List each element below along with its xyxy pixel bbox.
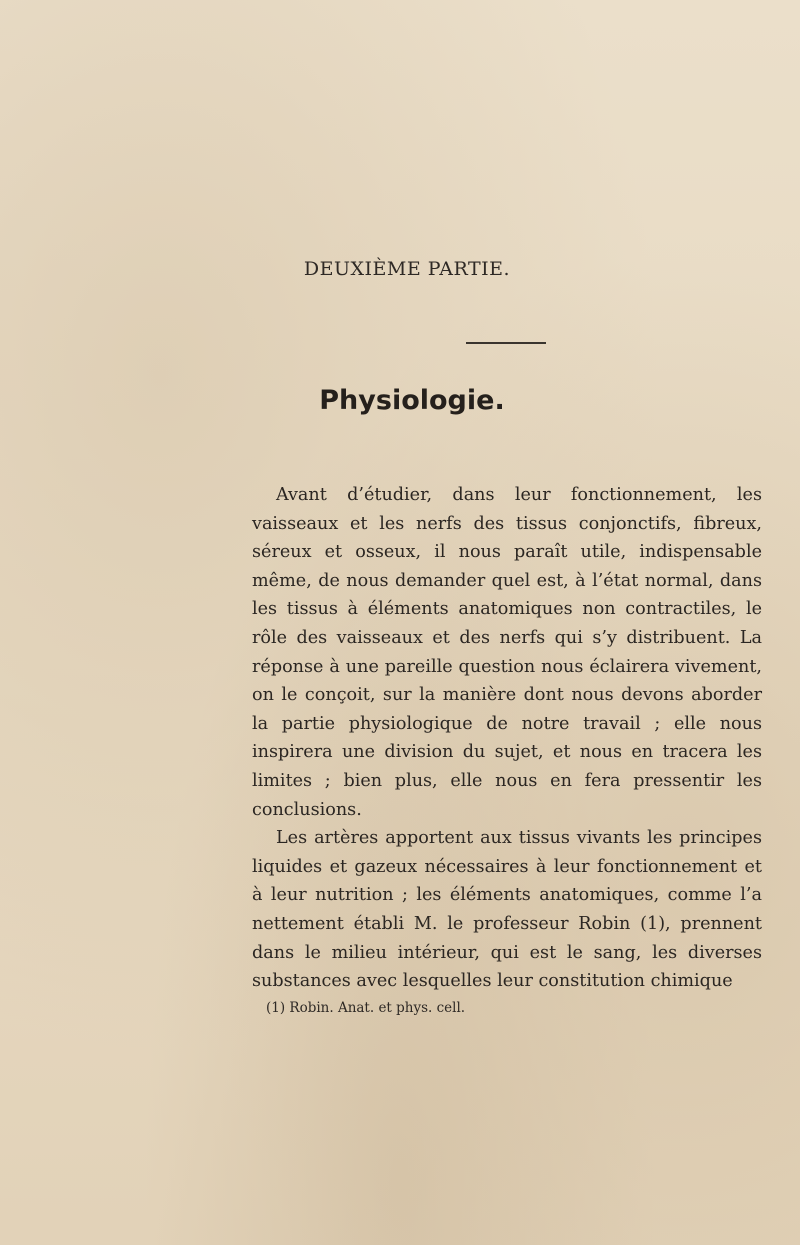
- section-title: Physiologie.: [319, 385, 505, 416]
- heading-divider: [466, 342, 546, 344]
- paragraph-1: Avant d’étudier, dans leur fonctionnement, les vaisseaux et les nerfs des tissus conjonctifs, fibreux, séreux et osseux, il nous paraît utile, indispensable même, de nous demander quel est, à l’état normal, dans les tissus à éléments anatomiques non contractiles, le rôle des vaisseaux et des nerfs qui s’y distribuent. La réponse à une pareille question nous éclairera vivement, on le conçoit, sur la manière dont nous devons aborder la partie physiologique de notre travail ; elle nous inspirera une division du sujet, et nous en tracera les limites ; bien plus, elle nous en fera pressentir les conclusions.: [252, 485, 762, 820]
- body-text: [252, 481, 762, 996]
- paragraph-2: Les artères apportent aux tissus vivants les principes liquides et gazeux nécessaires à leur fonctionnement et à leur nutrition ; les éléments anatomiques, comme l’a nettement établi M. le professeur Robin (1), prennent dans le milieu intérieur, qui est le sang, les diverses substances avec lesquelles leur constitution chimique: [252, 828, 762, 992]
- part-heading: DEUXIÈME PARTIE.: [303, 258, 511, 280]
- footnote: (1) Robin. Anat. et phys. cell.: [266, 1000, 466, 1016]
